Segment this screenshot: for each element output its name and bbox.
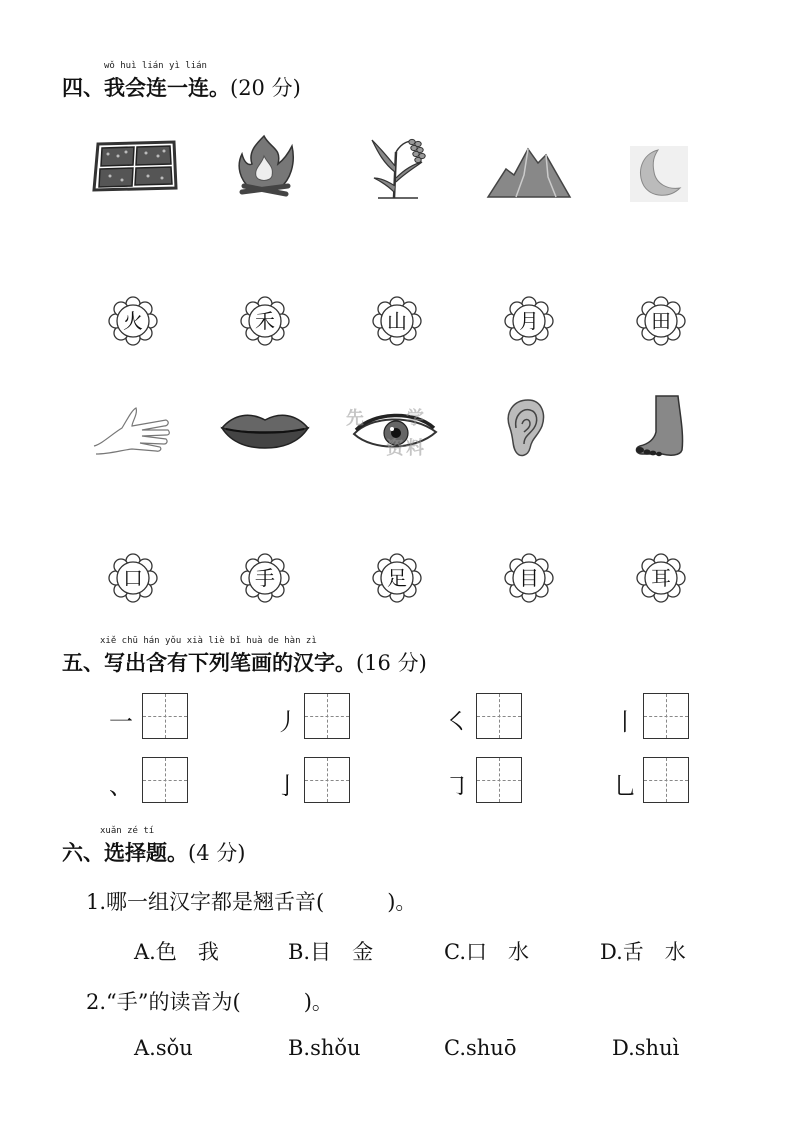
stroke-label: 丿 xyxy=(275,708,299,736)
q1-option-d[interactable]: D.舌 水 xyxy=(600,940,686,964)
stroke-label: 亅 xyxy=(275,772,299,800)
stroke-label: 乚 xyxy=(613,772,637,800)
ear-icon xyxy=(500,398,546,460)
writing-box[interactable] xyxy=(142,693,188,739)
mouth-icon xyxy=(220,410,310,450)
char-label: 月 xyxy=(519,309,539,333)
section6-title: 六、选择题。 xyxy=(62,840,188,865)
char-label: 足 xyxy=(387,566,407,590)
hand-icon xyxy=(92,404,172,456)
char-flower-3[interactable] xyxy=(372,296,422,346)
writing-box[interactable] xyxy=(304,693,350,739)
writing-box[interactable] xyxy=(476,693,522,739)
char-flower-2[interactable] xyxy=(240,296,290,346)
fire-icon xyxy=(234,134,296,200)
section5-points: (16 分) xyxy=(356,651,427,675)
char-flower-4[interactable] xyxy=(504,296,554,346)
q2-option-b[interactable]: B.shǒu xyxy=(288,1036,361,1060)
moon-icon xyxy=(628,142,690,204)
stroke-label: 丨 xyxy=(613,708,637,736)
stroke-label: ㇛ xyxy=(445,708,469,736)
foot-icon xyxy=(632,394,688,460)
section4-heading xyxy=(62,72,301,102)
q1-option-c[interactable]: C.口 水 xyxy=(444,940,529,964)
stroke-label: ㇆ xyxy=(445,772,469,800)
q2-option-d[interactable]: D.shuì xyxy=(612,1036,680,1060)
writing-box[interactable] xyxy=(476,757,522,803)
char-label: 口 xyxy=(123,566,143,590)
char-flower-9[interactable] xyxy=(504,553,554,603)
field-icon xyxy=(88,138,180,194)
char-flower-7[interactable] xyxy=(240,553,290,603)
watermark-bottom: 资料 xyxy=(386,438,426,459)
section6-heading xyxy=(62,837,245,867)
q1-option-b[interactable]: B.目 金 xyxy=(288,940,374,964)
writing-box[interactable] xyxy=(142,757,188,803)
stroke-label: 一 xyxy=(109,708,133,736)
writing-box[interactable] xyxy=(304,757,350,803)
section5-title: 五、写出含有下列笔画的汉字。 xyxy=(62,650,356,675)
section5-pinyin: xiě chū hán yǒu xià liè bǐ huà de hàn zì xyxy=(100,636,317,646)
q1-option-a[interactable]: A.色 我 xyxy=(134,940,219,964)
char-flower-8[interactable] xyxy=(372,553,422,603)
watermark-top: 先 学 xyxy=(346,408,426,429)
char-label: 火 xyxy=(123,309,143,333)
char-label: 手 xyxy=(255,566,275,590)
char-label: 田 xyxy=(651,309,671,333)
section6-points: (4 分) xyxy=(188,841,246,865)
section5-heading xyxy=(62,647,427,677)
mountain-icon xyxy=(486,145,572,201)
writing-box[interactable] xyxy=(643,757,689,803)
section4-points: (20 分) xyxy=(230,76,301,100)
section6-pinyin: xuǎn zé tí xyxy=(100,826,155,836)
writing-box[interactable] xyxy=(643,693,689,739)
q2-option-c[interactable]: C.shuō xyxy=(444,1036,517,1060)
char-flower-5[interactable] xyxy=(636,296,686,346)
section4-title: 四、我会连一连。 xyxy=(62,75,230,100)
section4-pinyin: wǒ huì lián yì lián xyxy=(104,61,207,71)
char-flower-1[interactable] xyxy=(108,296,158,346)
char-flower-10[interactable] xyxy=(636,553,686,603)
char-label: 目 xyxy=(519,566,539,590)
question-2: 2.“手”的读音为( )。 xyxy=(86,990,333,1014)
rice-plant-icon xyxy=(368,132,428,200)
question-1: 1.哪一组汉字都是翘舌音( )。 xyxy=(86,890,417,914)
char-label: 耳 xyxy=(651,566,671,590)
char-label: 山 xyxy=(387,309,407,333)
stroke-label: 、 xyxy=(109,772,133,800)
char-flower-6[interactable] xyxy=(108,553,158,603)
char-label: 禾 xyxy=(255,309,275,333)
q2-option-a[interactable]: A.sǒu xyxy=(134,1036,193,1060)
